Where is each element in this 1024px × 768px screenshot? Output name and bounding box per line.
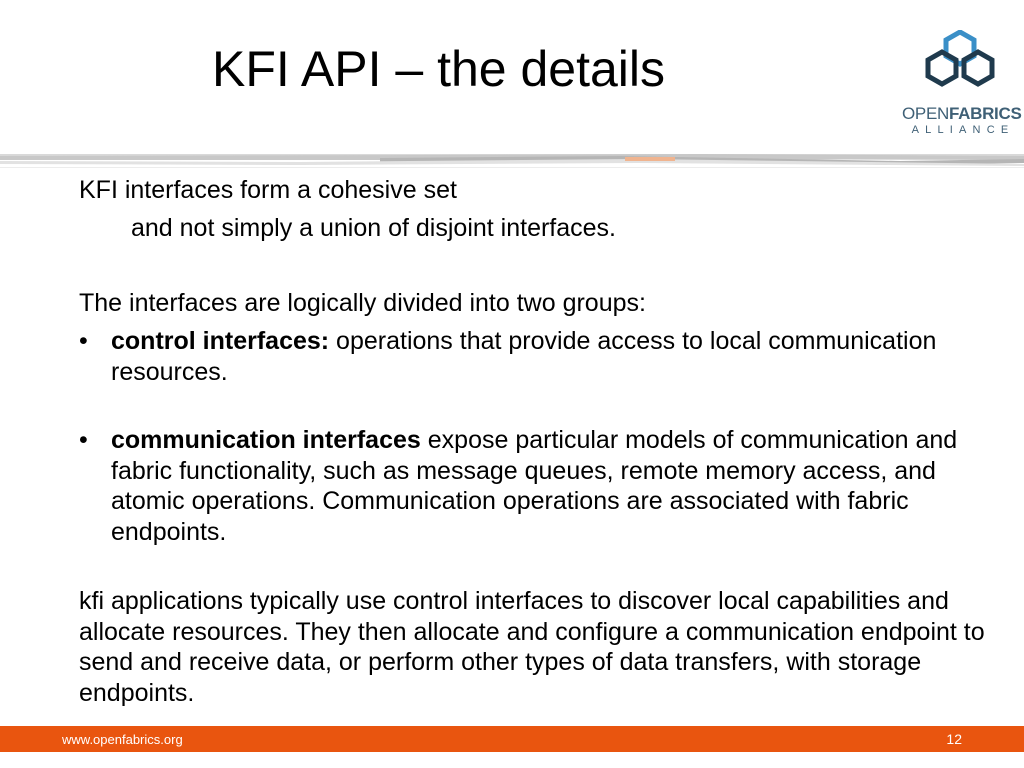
bullet-description: operations that provide access to local communication resources.: [111, 327, 937, 386]
slide-title: KFI API – the details: [212, 41, 666, 97]
closing-paragraph: kfi applications typically use control interfaces to discover local capabilities and allocate resources. They then allocate and configure a communication endpoint to send and receive data, or perform other types of data transfers, with storage endpoints.: [79, 587, 985, 707]
bullet-marker: •: [79, 327, 88, 355]
hexagon-logo-icon: [915, 30, 1005, 100]
logo-alliance: ALLIANCE: [911, 124, 1015, 136]
footer-url: www.openfabrics.org: [62, 732, 183, 747]
bullet-lead: communication interfaces: [111, 426, 421, 454]
intro-line-2: and not simply a union of disjoint interfaces.: [131, 214, 616, 242]
bullet-lead: control interfaces:: [111, 327, 330, 355]
intro-line-1: KFI interfaces form a cohesive set: [79, 176, 457, 204]
logo-word-fabrics: FABRICS: [948, 104, 1022, 123]
logo-word-open: OPEN: [902, 104, 949, 123]
bullet-marker: •: [79, 426, 88, 454]
bullet-text: [111, 326, 971, 387]
bullet-description: expose particular models of communication and fabric functionality, such as message queues, remote memory access, and atomic operations. Communication operations are associated with fabric endpoints.: [111, 426, 958, 546]
logo-wordmark: [902, 104, 1022, 124]
page-number: 12: [946, 731, 962, 747]
footer-margin: [0, 752, 1024, 768]
openfabrics-logo: [900, 28, 1020, 140]
groups-intro: The interfaces are logically divided into two groups:: [79, 289, 646, 317]
header-divider: [0, 150, 1024, 172]
bullet-text: [111, 425, 971, 547]
footer-bar: [0, 726, 1024, 752]
